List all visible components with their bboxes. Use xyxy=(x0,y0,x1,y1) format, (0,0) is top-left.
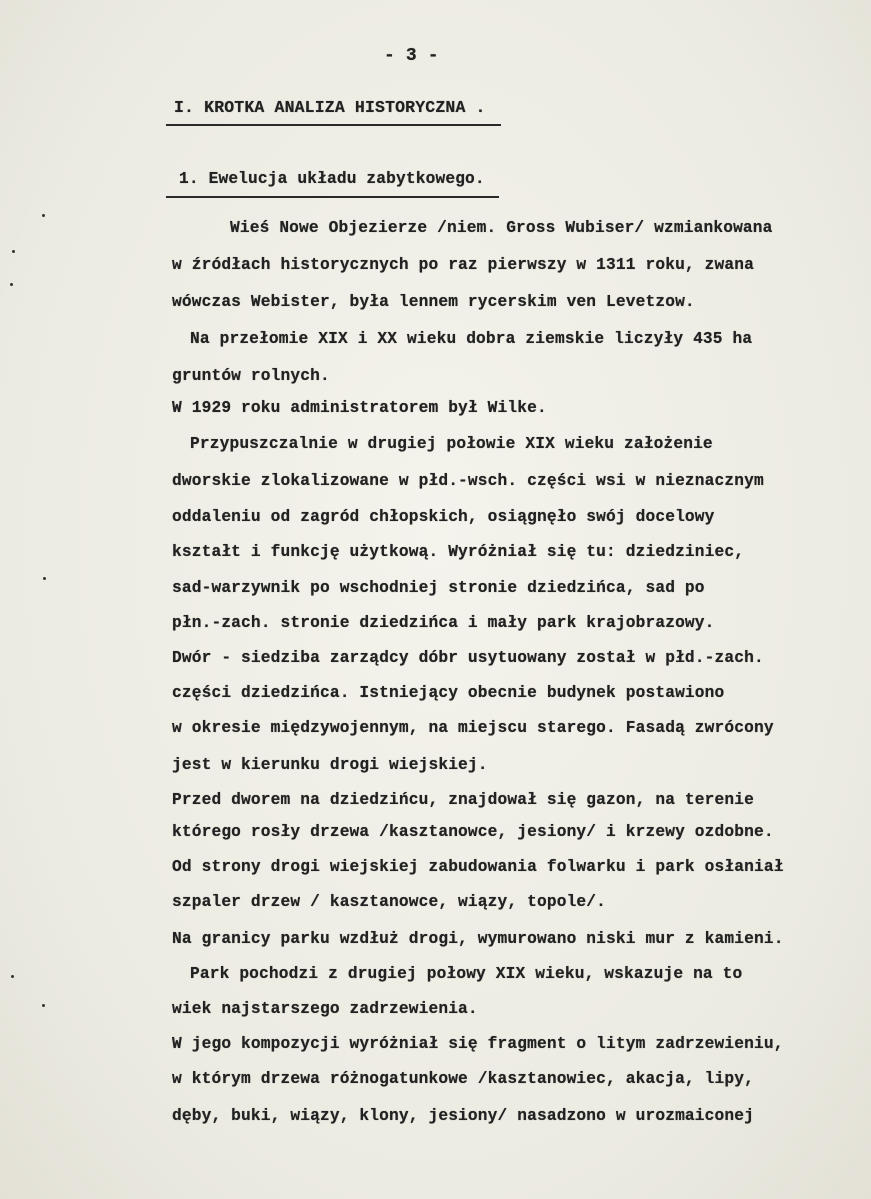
text-line: w okresie międzywojennym, na miejscu starego. Fasadą zwrócony xyxy=(172,719,774,737)
text-line: Na granicy parku wzdłuż drogi, wymurowano niski mur z kamieni. xyxy=(172,930,784,948)
margin-mark xyxy=(42,1004,45,1007)
text-line: oddaleniu od zagród chłopskich, osiągnęło swój docelowy xyxy=(172,508,715,526)
text-line: części dziedzińca. Istniejący obecnie budynek postawiono xyxy=(172,684,725,702)
text-line: płn.-zach. stronie dziedzińca i mały park krajobrazowy. xyxy=(172,614,715,632)
text-line: Od strony drogi wiejskiej zabudowania folwarku i park osłaniał xyxy=(172,858,784,876)
margin-mark xyxy=(42,214,45,217)
text-line: w którym drzewa różnogatunkowe /kasztanowiec, akacja, lipy, xyxy=(172,1070,754,1088)
text-line: Przed dworem na dziedzińcu, znajdował się gazon, na terenie xyxy=(172,791,754,809)
margin-mark xyxy=(10,283,13,286)
margin-mark xyxy=(11,975,14,978)
text-line: jest w kierunku drogi wiejskiej. xyxy=(172,756,488,774)
subsection-title-underline xyxy=(166,196,499,198)
text-line: szpaler drzew / kasztanowce, wiązy, topole/. xyxy=(172,893,607,911)
text-line: sad-warzywnik po wschodniej stronie dziedzińca, sad po xyxy=(172,579,705,597)
text-line: W 1929 roku administratorem był Wilke. xyxy=(172,399,547,417)
subsection-title: 1. Ewelucja układu zabytkowego. xyxy=(179,170,485,188)
text-line: gruntów rolnych. xyxy=(172,367,330,385)
text-line: Na przełomie XIX i XX wieku dobra ziemskie liczyły 435 ha xyxy=(190,330,753,348)
margin-mark xyxy=(43,577,46,580)
margin-mark xyxy=(12,250,15,253)
text-line: w źródłach historycznych po raz pierwszy w 1311 roku, zwana xyxy=(172,256,754,274)
text-line: Dwór - siedziba zarządcy dóbr usytuowany został w płd.-zach. xyxy=(172,649,764,667)
text-line: dworskie zlokalizowane w płd.-wsch. części wsi w nieznacznym xyxy=(172,472,764,490)
section-title-underline xyxy=(166,124,501,126)
text-line: dęby, buki, wiązy, klony, jesiony/ nasadzono w urozmaiconej xyxy=(172,1107,754,1125)
text-line: wiek najstarszego zadrzewienia. xyxy=(172,1000,478,1018)
text-line: którego rosły drzewa /kasztanowce, jesiony/ i krzewy ozdobne. xyxy=(172,823,774,841)
text-line: Wieś Nowe Objezierze /niem. Gross Wubiser/ wzmiankowana xyxy=(230,219,773,237)
text-line: Park pochodzi z drugiej połowy XIX wieku, wskazuje na to xyxy=(190,965,743,983)
text-line: W jego kompozycji wyróżniał się fragment o litym zadrzewieniu, xyxy=(172,1035,784,1053)
text-line: Przypuszczalnie w drugiej połowie XIX wieku założenie xyxy=(190,435,713,453)
section-title: I. KROTKA ANALIZA HISTORYCZNA . xyxy=(174,98,486,117)
page-number: - 3 - xyxy=(384,46,439,66)
text-line: kształt i funkcję użytkową. Wyróżniał się tu: dziedziniec, xyxy=(172,543,745,561)
text-line: wówczas Webister, była lennem rycerskim ven Levetzow. xyxy=(172,293,695,311)
